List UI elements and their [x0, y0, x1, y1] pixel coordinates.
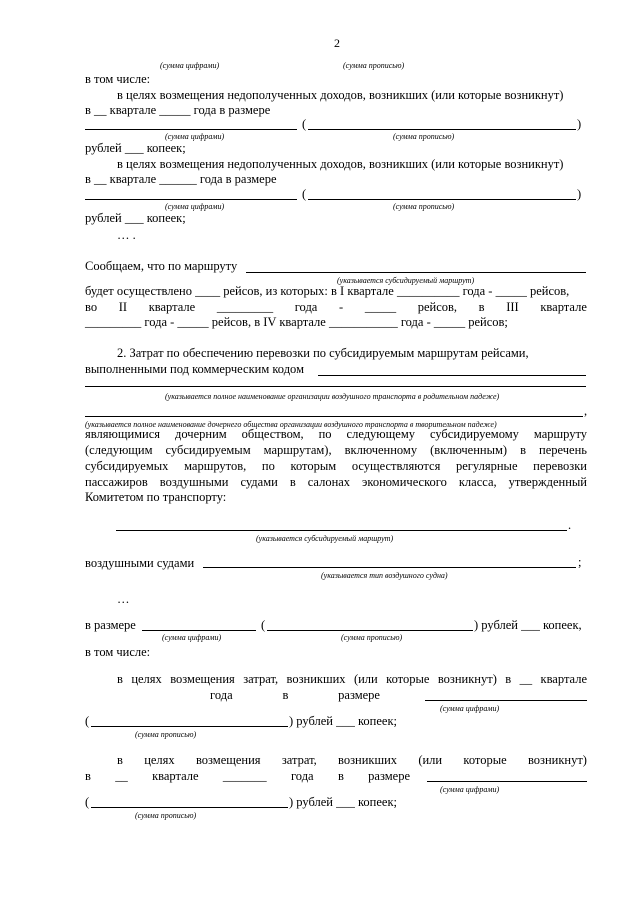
- blank-route-2: [116, 530, 567, 531]
- text-subsid-5: Комитетом по транспорту:: [85, 490, 227, 504]
- word: квартале: [148, 300, 196, 314]
- word: затрат,: [281, 753, 317, 767]
- text-costs-rub: ) рублей ___ копеек;: [289, 714, 398, 728]
- text-quarter-line: в __ квартале _____ года в размере: [85, 103, 271, 117]
- open-paren: (: [302, 187, 307, 201]
- text-v-tom-chisle: в том числе:: [85, 72, 151, 86]
- text-para2-1: 2. Затрат по обеспечению перевозки по субсидируемым маршрутам рейсами,: [117, 346, 529, 360]
- blank-sum-words: [308, 199, 576, 200]
- text-vozdushnymi: воздушными судами: [85, 556, 195, 570]
- blank-sum-words: [308, 129, 576, 130]
- caption-sum-words: (сумма прописью): [135, 730, 197, 739]
- text-costs2-line2: [85, 769, 410, 783]
- caption-sum-words: (сумма прописью): [341, 633, 403, 642]
- dot: .: [568, 518, 572, 532]
- caption-org-full: (указывается полное наименование организации воздушного транспорта в родительном падеже): [165, 392, 500, 401]
- word: _____: [364, 300, 397, 314]
- text-costs-rub: ) рублей ___ копеек;: [289, 795, 398, 809]
- comma: ,: [584, 404, 588, 418]
- open-paren: (: [85, 795, 90, 809]
- open-paren: (: [85, 714, 90, 728]
- word: которые: [463, 753, 507, 767]
- word: года: [290, 769, 314, 783]
- open-paren: (: [261, 618, 266, 632]
- blank-sum-digits: [142, 630, 256, 631]
- blank-subsidiary-name: [85, 416, 583, 417]
- caption-route: (указывается субсидируемый маршрут): [337, 276, 475, 285]
- page-number: 2: [334, 36, 340, 50]
- word: в: [85, 769, 91, 783]
- text-costs-1: в целях возмещения затрат, возникших (или которые возникнут) в __ квартале: [117, 672, 587, 686]
- text-v-razmere: в размере: [85, 618, 136, 632]
- word: возникнут): [527, 753, 587, 767]
- word: III: [506, 300, 519, 314]
- blank-route: [246, 272, 586, 273]
- word: квартале: [152, 769, 199, 783]
- text-rubles: рублей ___ копеек;: [85, 211, 186, 225]
- blank-sum-digits: [85, 199, 297, 200]
- word: года: [210, 688, 233, 702]
- caption-aircraft-type: (указывается тип воздушного судна): [321, 571, 448, 580]
- word: в: [117, 753, 123, 767]
- text-flights-1: будет осуществлено ____ рейсов, из которых: в I квартале __________ года - _____ рейсов,: [85, 284, 570, 298]
- text-income-1: в целях возмещения недополученных доходов, возникших (или которые возникнут): [117, 88, 564, 102]
- word: -: [339, 300, 344, 314]
- text-income-2: в целях возмещения недополученных доходов, возникших (или которые возникнут): [117, 157, 564, 171]
- blank-aircraft: [203, 567, 576, 568]
- word: в: [478, 300, 485, 314]
- text-costs2-1: [117, 753, 587, 767]
- text-quarter-line-2: в __ квартале ______ года в размере: [85, 172, 277, 186]
- caption-sum-words: (сумма прописью): [393, 202, 455, 211]
- blank-org-name: [85, 386, 586, 387]
- text-subsid-4: пассажиров воздушными судами в салонах экономического класса, утвержденный: [85, 475, 587, 489]
- word: _________: [216, 300, 274, 314]
- close-paren: ): [577, 117, 582, 131]
- text-soobshchaem: Сообщаем, что по маршруту: [85, 259, 238, 273]
- text-subsid-2: (следующим субсидируемым маршрутам), включенному (включенным) в перечень: [85, 443, 587, 457]
- word: II: [118, 300, 128, 314]
- caption-sum-digits: (сумма цифрами): [162, 633, 222, 642]
- text-ellipsis: … .: [117, 228, 136, 242]
- caption-sum-digits: (сумма цифрами): [440, 785, 500, 794]
- close-paren: ): [577, 187, 582, 201]
- caption-sum-digits: (сумма цифрами): [165, 132, 225, 141]
- caption-sum-digits: (сумма цифрами): [165, 202, 225, 211]
- caption-sum-digits: (сумма цифрами): [160, 61, 220, 70]
- text-ellipsis: …: [117, 592, 130, 606]
- word: квартале: [540, 300, 587, 314]
- blank-commercial-code: [318, 375, 586, 376]
- text-rubles: рублей ___ копеек;: [85, 141, 186, 155]
- caption-sum-words: (сумма прописью): [343, 61, 405, 70]
- word: _______: [222, 769, 267, 783]
- word: во: [85, 300, 98, 314]
- word: в: [337, 769, 344, 783]
- text-rubles-kopeks: ) рублей ___ копеек,: [474, 618, 582, 632]
- word: возмещения: [195, 753, 261, 767]
- word: размере: [368, 769, 410, 783]
- blank-sum-digits: [85, 129, 297, 130]
- caption-sum-words: (сумма прописью): [135, 811, 197, 820]
- text-flights-3: _________ года - _____ рейсов, в IV квартале ___________ года - _____ рейсов;: [85, 315, 508, 329]
- word: возникших: [338, 753, 398, 767]
- word: размере: [338, 688, 380, 702]
- blank-sum-digits: [425, 700, 587, 701]
- word: рейсов,: [417, 300, 458, 314]
- word: в: [282, 688, 289, 702]
- word: __: [115, 769, 128, 783]
- text-flights-2: [85, 300, 587, 314]
- word: года: [294, 300, 318, 314]
- blank-sum-digits: [427, 781, 587, 782]
- blank-sum-words: [91, 807, 288, 808]
- text-subsid-3: субсидируемых маршрутов, по которым осуществляются регулярные перевозки: [85, 459, 587, 473]
- caption-subsidiary-full: (указывается полное наименование дочернего общества организации воздушного транспорта в творительном падеже): [85, 420, 497, 429]
- caption-sum-words: (сумма прописью): [393, 132, 455, 141]
- word: целях: [144, 753, 175, 767]
- caption-sum-digits: (сумма цифрами): [440, 704, 500, 713]
- text-para2-2: выполненными под коммерческим кодом: [85, 362, 304, 376]
- text-subsid-1: являющимися дочерним обществом, по следующему субсидируемому маршруту: [85, 427, 587, 441]
- semicolon: ;: [578, 555, 582, 569]
- open-paren: (: [302, 117, 307, 131]
- blank-sum-words: [267, 630, 473, 631]
- caption-route: (указывается субсидируемый маршрут): [256, 534, 394, 543]
- word: (или: [418, 753, 443, 767]
- blank-sum-words: [91, 726, 288, 727]
- text-v-tom-chisle: в том числе:: [85, 645, 151, 659]
- text-costs-line2: [210, 688, 380, 702]
